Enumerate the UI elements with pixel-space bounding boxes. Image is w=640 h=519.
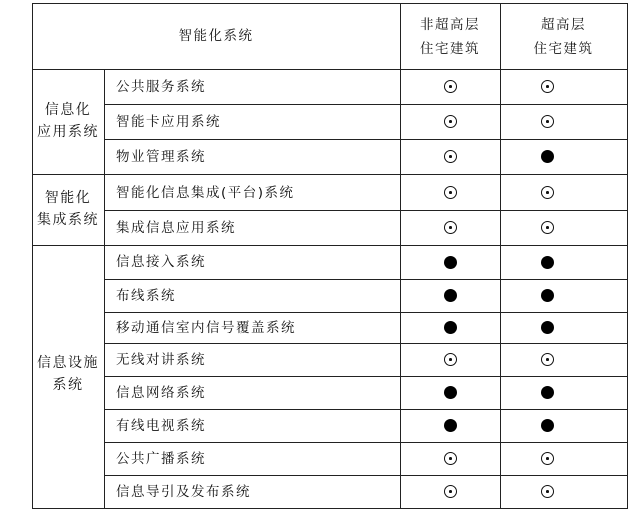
value-column-separator	[500, 3, 501, 509]
name-column-separator	[400, 3, 401, 509]
row-name: 公共广播系统	[116, 451, 206, 467]
circle-dot-icon	[541, 485, 554, 498]
group-label-line: 信息设施	[37, 355, 99, 371]
circle-dot-icon	[444, 115, 457, 128]
filled-circle-icon	[444, 321, 457, 334]
group-label-line: 系统	[52, 377, 84, 393]
row-name: 有线电视系统	[116, 418, 206, 434]
group-label-info-facilities	[32, 352, 104, 396]
circle-dot-icon	[541, 353, 554, 366]
filled-circle-icon	[444, 419, 457, 432]
group-column-separator	[104, 69, 105, 509]
row-name: 无线对讲系统	[116, 352, 206, 368]
table-border-top	[32, 3, 628, 4]
circle-dot-icon	[444, 150, 457, 163]
row-name: 公共服务系统	[116, 79, 206, 95]
filled-circle-icon	[541, 256, 554, 269]
group-label-intelligent-integration	[32, 187, 104, 231]
row-name: 智能化信息集成(平台)系统	[116, 185, 295, 201]
row-name: 移动通信室内信号覆盖系统	[116, 320, 296, 336]
circle-dot-icon	[444, 80, 457, 93]
circle-dot-icon	[444, 452, 457, 465]
group-label-info-application	[32, 99, 104, 143]
row-divider	[104, 376, 628, 377]
filled-circle-icon	[541, 386, 554, 399]
table-border-left	[32, 3, 33, 509]
row-divider	[104, 475, 628, 476]
row-divider	[104, 409, 628, 410]
row-name: 布线系统	[116, 288, 176, 304]
row-divider	[104, 279, 628, 280]
filled-circle-icon	[541, 289, 554, 302]
row-divider	[104, 442, 628, 443]
filled-circle-icon	[444, 256, 457, 269]
group-label-line: 智能化	[44, 190, 92, 206]
group-label-line: 应用系统	[37, 124, 99, 140]
table-border-bottom	[32, 508, 628, 509]
circle-dot-icon	[541, 115, 554, 128]
circle-dot-icon	[541, 452, 554, 465]
row-name: 集成信息应用系统	[116, 220, 236, 236]
circle-dot-icon	[444, 221, 457, 234]
row-divider	[104, 210, 628, 211]
group-divider	[32, 174, 628, 175]
circle-dot-icon	[541, 80, 554, 93]
circle-dot-icon	[444, 353, 457, 366]
circle-dot-icon	[444, 485, 457, 498]
table-border-right	[627, 3, 628, 509]
group-label-line: 信息化	[44, 102, 92, 118]
filled-circle-icon	[444, 386, 457, 399]
circle-dot-icon	[541, 221, 554, 234]
filled-circle-icon	[541, 419, 554, 432]
header-title: 智能化系统	[178, 28, 254, 44]
circle-dot-icon	[444, 186, 457, 199]
row-name: 信息网络系统	[116, 385, 206, 401]
row-name: 信息接入系统	[116, 254, 206, 270]
filled-circle-icon	[541, 150, 554, 163]
header-high-rise-line2: 住宅建筑	[533, 41, 594, 57]
row-name: 智能卡应用系统	[116, 114, 221, 130]
header-high-rise-line1: 超高层	[541, 17, 586, 33]
group-label-line: 集成系统	[37, 212, 99, 228]
filled-circle-icon	[541, 321, 554, 334]
filled-circle-icon	[444, 289, 457, 302]
row-divider	[104, 139, 628, 140]
circle-dot-icon	[541, 186, 554, 199]
header-separator	[32, 69, 628, 70]
row-divider	[104, 104, 628, 105]
header-non-high-rise-line2: 住宅建筑	[420, 41, 480, 57]
row-name: 信息导引及发布系统	[116, 484, 251, 500]
row-divider	[104, 343, 628, 344]
row-divider	[104, 312, 628, 313]
header-non-high-rise-line1: 非超高层	[420, 17, 480, 33]
row-name: 物业管理系统	[116, 149, 206, 165]
group-divider	[32, 245, 628, 246]
